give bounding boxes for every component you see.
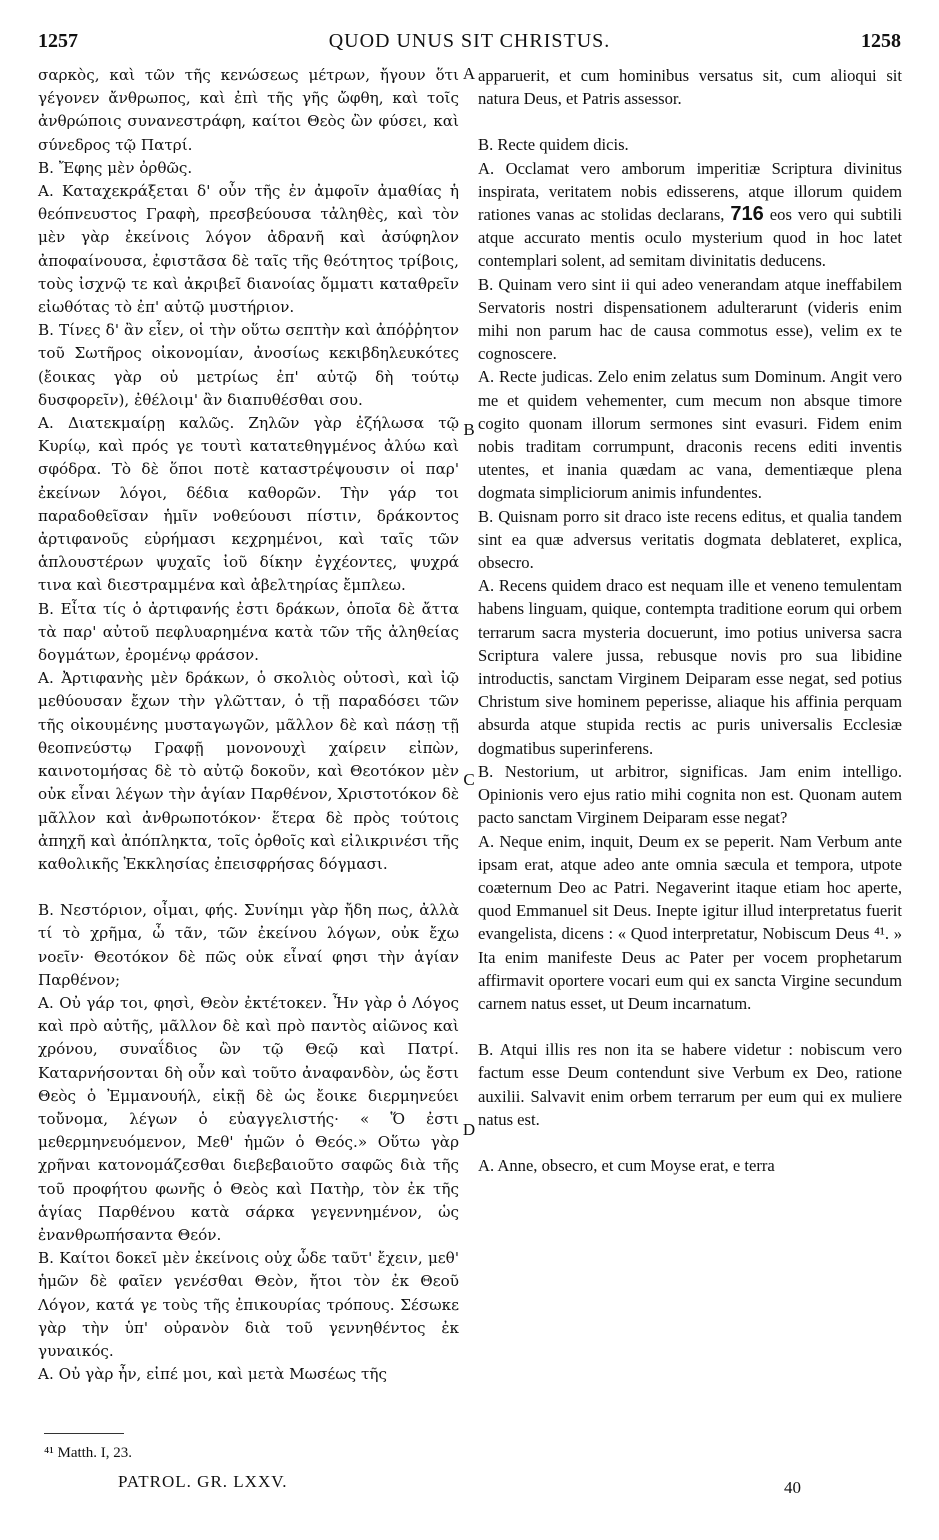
greek-paragraph: B. Ἔφης μὲν ὀρθῶς. bbox=[38, 158, 193, 177]
greek-paragraph: A. Καταχεκράξεται δ' οὖν τῆς ἐν ἀμφοῖν ἀμαθίας ἡ θεόπνευστος Γραφὴ, πρεσβεύουσα τἀληθὲς, καὶ τὸν μὲν γὰρ ἐκείνοις λόγον ἀδρανῆ καὶ ἀσύφηλον ἀποφαίνουσα, ἐφιστᾶσα δὲ ταῖς τῆς θεότητος τρίβοις, τοὺς ἰσχνῷ τε καὶ ἀκριβεῖ διανοίας ὄμματι καταθρεῖν εἰωθότας τὸ ἐπ' αὐτῷ μυστήριον. bbox=[38, 182, 459, 317]
page-number-right: 1258 bbox=[861, 30, 901, 52]
spacer bbox=[478, 1131, 902, 1154]
latin-paragraph: B. Quinam vero sint ii qui adeo venerandam atque ineffabilem Servatoris nostri dispensationem adulterarunt (videris enim mihi non parum hac de causa commotus esse), velim ex te cognoscere. bbox=[478, 274, 902, 364]
greek-paragraph: B. Τίνες δ' ἂν εἶεν, οἱ τὴν οὕτω σεπτὴν καὶ ἀπόῤῥητον τοῦ Σωτῆρος οἰκονομίαν, ἀνοσίως κεκιβδηλευκότες (ἔοικας γὰρ οὐ μετρίως ἐπ' αὐτῷ δὴ τούτῳ δυσφορεῖν), ἐθέλοιμ' ἂν διαπυθέσθαι σου. bbox=[38, 321, 459, 409]
latin-text: eos vero qui subtili atque accurato mentis oculo mysterium quod in hoc latet contemplari solent, ad semitam divinitatis deducens. bbox=[478, 205, 903, 271]
footnote: ⁴¹ Matth. I, 23. bbox=[44, 1445, 133, 1461]
spacer bbox=[478, 110, 902, 133]
margin-mark-d: D bbox=[462, 1120, 476, 1139]
column-number: 716 bbox=[730, 203, 764, 226]
spacer bbox=[38, 876, 459, 899]
latin-paragraph: A. Recens quidem draco est nequam ille et veneno temulentam habens linguam, quique, contempta traditione eorum qui orbem terrarum sacra mysteria docuerunt, imo potius universa sacra Scriptura valere jussa, rebusque novis pro sua libidine introductis, sanctam Virginem Deiparam esse negat, sed potius Christum sive hominem peperisse, aliaque his affinia perquam absurda atque stupida rectis ac puris universalis Ecclesiæ dogmatibus superinferens. bbox=[478, 576, 902, 758]
page-number-left: 1257 bbox=[38, 30, 78, 52]
greek-paragraph: A. Διατεκμαίρῃ καλῶς. Ζηλῶν γὰρ ἐζήλωσα τῷ Κυρίῳ, καὶ πρός γε τουτὶ κατατεθηγμένος ἀλύω καὶ σφόδρα. Τὸ δὲ ὅποι ποτὲ καταστρέψουσιν οἱ παρ' ἐκείνων λόγοι, δέδια καθορῶν. Τὴν γάρ τοι παραδοθεῖσαν ἡμῖν νοθεύουσι πίστιν, δράκοντος ἀρτιφανοῦς εὑρήμασι κεχρημένοι, καὶ ταῖς τῶν ἁπλουστέρων ψυχαῖς ἰοῦ δίκην ἐγχέοντες, ψυχρά τινα καὶ διεστραμμένα καὶ ἀβελτηρίας ἔμπλεω. bbox=[38, 414, 459, 595]
signature-page-number: 40 bbox=[784, 1478, 801, 1497]
latin-paragraph: B. Recte quidem dicis. bbox=[478, 135, 629, 155]
margin-mark-a: A bbox=[462, 64, 476, 83]
greek-paragraph: A. Οὐ γάρ τοι, φησὶ, Θεὸν ἐκτέτοκεν. Ἦν γὰρ ὁ Λόγος καὶ πρὸ αὐτῆς, μᾶλλον δὲ καὶ πρὸ παντὸς αἰῶνος καὶ χρόνου, συναΐδιος ὢν τῷ Θεῷ καὶ Πατρί. Καταρνήσονται δὴ οὖν καὶ τοῦτο ἀναφανδὸν, ὡς ἔστι Θεὸς ὁ Ἐμμανουήλ, εἰκῇ δὲ ὡς ἔοικε διερμηνεύει τοὔνομα, λέγων ὁ εὐαγγελιστής· « Ὅ ἐστι μεθερμηνευόμενον, Μεθ' ἡμῶν ὁ Θεός.» Οὕτω γὰρ χρῆναι κατονομάζεσθαι διεβεβαιοῦτο σαφῶς διὰ τῆς τοῦ προφήτου φωνῆς ὁ Θεὸς καὶ Πατὴρ, τὸν ἐκ τῆς ἁγίας Παρθένου κατὰ σάρκα γεγεννημένον, ὡς ἐνανθρωπήσαντα Θεόν. bbox=[38, 993, 459, 1244]
latin-paragraph: A. Neque enim, inquit, Deum ex se peperit. Nam Verbum ante ipsam erat, atque adeo ante omnia sæcula et tempora, utpote coæternum Deo ac Patri. Negaverint itaque etiam hoc aperte, quod Emmanuel sit Deus. Inepte igitur illud interpretatus fuerit evangelista, dicens : « Quod interpretatur, Nobiscum Deus ⁴¹. » Ita enim manifeste Deus ac Pater per vocem prophetarum affirmavit oportere vocari eum qui ex sancta Virgine secundum carnem natus esset, ut Deum incarnatum. bbox=[478, 831, 902, 1013]
greek-paragraph: B. Καίτοι δοκεῖ μὲν ἐκείνοις οὐχ ὧδε ταῦτ' ἔχειν, μεθ' ἡμῶν δὲ φαῖεν γενέσθαι Θεὸν, ἤτοι τὸν ἐκ Θεοῦ Λόγον, κατά γε τοὺς τῆς ἐπικουρίας τρόπους. Σέσωκε γὰρ τὴν ὑπ' οὐρανὸν διὰ τοῦ γεννηθέντος ἐκ γυναικός. bbox=[38, 1249, 459, 1360]
greek-paragraph: B. Εἶτα τίς ὁ ἀρτιφανής ἐστι δράκων, ὁποῖα δὲ ἄττα τὰ παρ' αὐτοῦ πεφλυαρημένα κατὰ τῶν τῆς ἀληθείας δογμάτων, ἐρομένῳ φράσον. bbox=[38, 599, 459, 665]
footnote-rule bbox=[44, 1433, 124, 1434]
latin-text: A. Occlamat vero amborum imperitiæ Scriptura divinitus inspirata, veritatem nobis edisserens, atque illorum quidem rationes vanas ac stolidas declarans, bbox=[478, 158, 902, 225]
margin-mark-b: B bbox=[463, 420, 475, 439]
running-title: QUOD UNUS SIT CHRISTUS. bbox=[328, 30, 611, 52]
latin-paragraph: A. Anne, obsecro, et cum Moyse erat, e terra bbox=[478, 1155, 775, 1175]
margin-mark-c: C bbox=[463, 770, 475, 789]
greek-paragraph: A. Ἀρτιφανὴς μὲν δράκων, ὁ σκολιὸς οὑτοσὶ, καὶ ἰῷ μεθύουσαν ἔχων τὴν γλῶτταν, ὁ τῇ παραδόσει τῶν τῆς οἰκουμένης μυσταγωγῶν, μᾶλλον δὲ καὶ πάσῃ τῇ θεοπνεύστῳ Γραφῇ μονονουχὶ χαίρειν εἰπὼν, καινοτομήσας δὲ τὸ αὐτῷ δοκοῦν, καὶ Θεοτόκον μὲν οὐκ εἶναι λέγων τὴν ἁγίαν Παρθένον, Χριστοτόκον δὲ μᾶλλον καὶ ἀνθρωποτόκον· ἕτερα δὲ πρὸς τούτοις ἀπηχῆ καὶ ἀπόπληκτα, τοῖς ὀρθοῖς καὶ εἰλικρινέσι τῆς καθολικῆς Ἐκκλησίας ἐπεισφρήσας δόγμασι. bbox=[38, 669, 459, 873]
latin-paragraph: A. Recte judicas. Zelo enim zelatus sum Dominum. Angit vero me et quidem vehementer, cum mecum non absque timore cogito quonam illorum sermones sint evasuri. Fidem enim nobis traditam corrumpunt, draconis recens editi inventis utentes, et inania quædam ac vana, dementiæque plena dogmata simpliciorum animis infundentes. bbox=[478, 367, 902, 503]
greek-paragraph: B. Νεστόριον, οἶμαι, φής. Συνίημι γὰρ ἤδη πως, ἀλλὰ τί τὸ χρῆμα, ὦ τᾶν, τῶν ἐκείνου λόγων, οὐκ ἔχω νοεῖν· Θεοτόκον δὲ πῶς οὐκ εἶναί φησι τὴν ἁγίαν Παρθένον; bbox=[38, 901, 459, 989]
greek-paragraph: A. Οὐ γὰρ ἦν, εἰπέ μοι, καὶ μετὰ Μωσέως τῆς bbox=[38, 1365, 387, 1384]
latin-paragraph: B. Atqui illis res non ita se habere videtur : nobiscum vero factum esse Deum contendunt sive Verbum ex Deo, ratione auxilii. Salvavit enim orbem terrarum per eum qui ex muliere natus est. bbox=[478, 1040, 902, 1129]
spacer bbox=[478, 1015, 902, 1038]
greek-paragraph: σαρκὸς, καὶ τῶν τῆς κενώσεως μέτρων, ἤγουν ὅτι γέγονεν ἄνθρωπος, καὶ ἐπὶ τῆς γῆς ὤφθη, καὶ τοῖς ἀνθρώποις συνανεστράφη, καίτοι Θεὸς ὢν φύσει, καὶ σύνεδρος τῷ Πατρί. bbox=[38, 66, 459, 154]
signature-mark: PATROL. GR. LXXV. bbox=[118, 1472, 288, 1491]
latin-paragraph: B. Nestorium, ut arbitror, significas. Jam enim intelligo. Opinionis vero ejus ratio mihi cognita non est. Quonam autem pacto sanctam Virginem Deiparam esse negat? bbox=[478, 761, 902, 828]
latin-paragraph: apparuerit, et cum hominibus versatus sit, cum alioqui sit natura Deus, et Patris assessor. bbox=[478, 66, 902, 109]
latin-paragraph: B. Quisnam porro sit draco iste recens editus, et qualia tandem sint ea quæ adversus veritatis dogmata deblateret, explica, obsecro. bbox=[478, 506, 902, 573]
running-header bbox=[38, 30, 901, 60]
latin-column bbox=[478, 64, 902, 1177]
latin-paragraph bbox=[478, 157, 902, 273]
greek-column bbox=[38, 64, 459, 1386]
